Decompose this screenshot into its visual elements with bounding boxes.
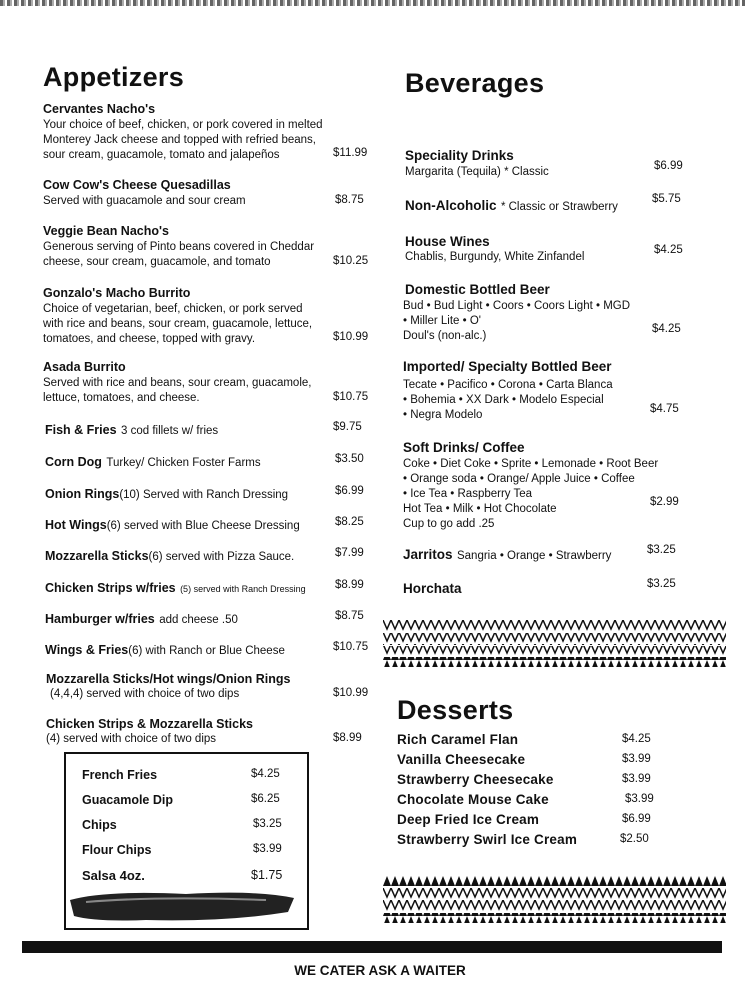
beverage-desc: Margarita (Tequila) * Classic: [405, 166, 549, 178]
menu-item-price: $3.50: [335, 453, 364, 465]
menu-item-price: $8.99: [335, 579, 364, 591]
menu-item: Hamburger w/fries add cheese .50: [45, 612, 238, 626]
dessert-name: Deep Fried Ice Cream: [397, 812, 540, 827]
side-item-price: $6.25: [251, 793, 280, 805]
menu-item: Mozzarella Sticks(6) served with Pizza Sauce.: [45, 549, 295, 563]
appetizers-title: Appetizers: [43, 62, 185, 92]
beverage-price: $4.25: [654, 244, 683, 256]
dessert-price: $6.99: [622, 813, 651, 825]
menu-item-name: Chicken Strips & Mozzarella Sticks: [46, 717, 254, 731]
menu-item-name: Gonzalo's Macho Burrito: [43, 286, 191, 300]
dessert-price: $3.99: [622, 773, 651, 785]
menu-item: Chicken Strips w/fries (5) served with Ranch Dressing: [45, 581, 306, 595]
menu-item-price: $8.75: [335, 610, 364, 622]
menu-item-desc: (4) served with choice of two dips: [46, 733, 217, 745]
side-item-name: Chips: [82, 818, 117, 832]
dessert-price: $3.99: [625, 793, 654, 805]
menu-item-price: $10.25: [333, 255, 369, 267]
beverage-price: $3.25: [647, 544, 676, 556]
zigzag-border-bottom: [383, 876, 726, 924]
beverage-desc: Coke • Diet Coke • Sprite • Lemonade • Root Beer • Orange soda • Orange/ Apple Juice • Coffee • Ice Tea • Raspberry Tea Hot Tea • Milk • Hot Chocolate Cup to go add .25: [403, 458, 659, 530]
dessert-name: Vanilla Cheesecake: [397, 752, 526, 767]
side-item-name: French Fries: [82, 768, 158, 782]
menu-item-desc: Generous serving of Pinto beans covered in Cheddar cheese, sour cream, guacamole, and tomato: [43, 241, 315, 268]
side-item-price: $3.25: [253, 818, 282, 830]
beverage-desc: Chablis, Burgundy, White Zinfandel: [405, 251, 585, 263]
decorative-stroke: [66, 886, 298, 926]
dessert-price: $4.25: [622, 733, 651, 745]
menu-item: Fish & Fries 3 cod fillets w/ fries: [45, 423, 219, 437]
side-item-price: $1.75: [251, 868, 283, 882]
dessert-name: Strawberry Cheesecake: [397, 772, 554, 787]
side-item-price: $4.25: [251, 768, 280, 780]
footer-text: WE CATER ASK A WAITER: [294, 963, 466, 978]
footer-bar: [22, 941, 722, 953]
beverages-title: Beverages: [405, 68, 545, 98]
beverage-desc: Bud • Bud Light • Coors • Coors Light • MGD • Miller Lite • O' Doul's (non-alc.): [403, 300, 631, 342]
beverage-name: House Wines: [405, 234, 490, 249]
menu-item-desc: (4,4,4) served with choice of two dips: [50, 688, 240, 700]
beverage-desc: Tecate • Pacifico • Corona • Carta Blanca • Bohemia • XX Dark • Modelo Especial • Negra Modelo: [403, 379, 613, 421]
beverage-name: Soft Drinks/ Coffee: [403, 440, 525, 455]
beverage-price: $2.99: [650, 496, 679, 508]
side-item-price: $3.99: [253, 843, 282, 855]
menu-item-price: $7.99: [335, 547, 364, 559]
menu-item-price: $10.99: [333, 331, 369, 343]
dessert-name: Rich Caramel Flan: [397, 732, 519, 747]
menu-item-name: Mozzarella Sticks/Hot wings/Onion Rings: [46, 672, 291, 686]
dessert-price: $2.50: [620, 833, 649, 845]
beverage-price: $5.75: [652, 193, 681, 205]
menu-item: Corn Dog Turkey/ Chicken Foster Farms: [45, 455, 261, 469]
menu-item-price: $8.25: [335, 516, 364, 528]
menu-item-price: $8.99: [333, 732, 362, 744]
menu-item: Onion Rings(10) Served with Ranch Dressing: [45, 487, 289, 501]
menu-item-price: $8.75: [335, 194, 364, 206]
beverage-price: $4.25: [652, 323, 681, 335]
menu-item-desc: Your choice of beef, chicken, or pork covered in melted Monterey Jack cheese and topped with refried beans, sour cream, guacamole, tomato and jalapeños: [43, 119, 323, 161]
beverage-item: Jarritos Sangria • Orange • Strawberry: [403, 547, 612, 562]
menu-item-desc: Served with guacamole and sour cream: [43, 195, 246, 207]
zigzag-border-top: [383, 620, 726, 668]
beverage-item: Non-Alcoholic * Classic or Strawberry: [405, 198, 618, 213]
menu-item-name: Asada Burrito: [43, 360, 126, 374]
menu-item-price: $10.75: [333, 391, 369, 403]
side-item-name: Guacamole Dip: [82, 793, 173, 807]
top-border: [0, 0, 745, 6]
dessert-price: $3.99: [622, 753, 651, 765]
beverage-price: $3.25: [647, 578, 676, 590]
menu-item: Hot Wings(6) served with Blue Cheese Dressing: [45, 518, 300, 532]
beverage-name: Speciality Drinks: [405, 148, 514, 163]
beverage-price: $4.75: [650, 403, 679, 415]
menu-item: Wings & Fries(6) with Ranch or Blue Cheese: [45, 643, 285, 657]
dessert-name: Chocolate Mouse Cake: [397, 792, 549, 807]
menu-item-price: $6.99: [335, 485, 364, 497]
menu-item-price: $10.75: [333, 641, 369, 653]
menu-item-name: Cow Cow's Cheese Quesadillas: [43, 178, 231, 192]
side-item-name: Salsa 4oz.: [82, 868, 145, 883]
beverage-name: Horchata: [403, 581, 462, 596]
desserts-title: Desserts: [397, 695, 514, 725]
side-item-name: Flour Chips: [82, 843, 152, 857]
beverage-name: Domestic Bottled Beer: [405, 282, 550, 297]
menu-item-name: Cervantes Nacho's: [43, 102, 156, 116]
menu-item-desc: Served with rice and beans, sour cream, guacamole, lettuce, tomatoes, and cheese.: [43, 377, 312, 404]
dessert-name: Strawberry Swirl Ice Cream: [397, 832, 578, 847]
menu-item-desc: Choice of vegetarian, beef, chicken, or pork served with rice and beans, sour cream, guacamole, lettuce, tomatoes, and cheese, topped with gravy.: [43, 303, 313, 345]
menu-item-name: Veggie Bean Nacho's: [43, 224, 169, 238]
beverage-name: Imported/ Specialty Bottled Beer: [403, 359, 612, 374]
menu-item-price: $9.75: [333, 421, 362, 433]
beverage-price: $6.99: [654, 160, 683, 172]
menu-item-price: $11.99: [333, 147, 368, 159]
menu-item-price: $10.99: [333, 687, 369, 699]
